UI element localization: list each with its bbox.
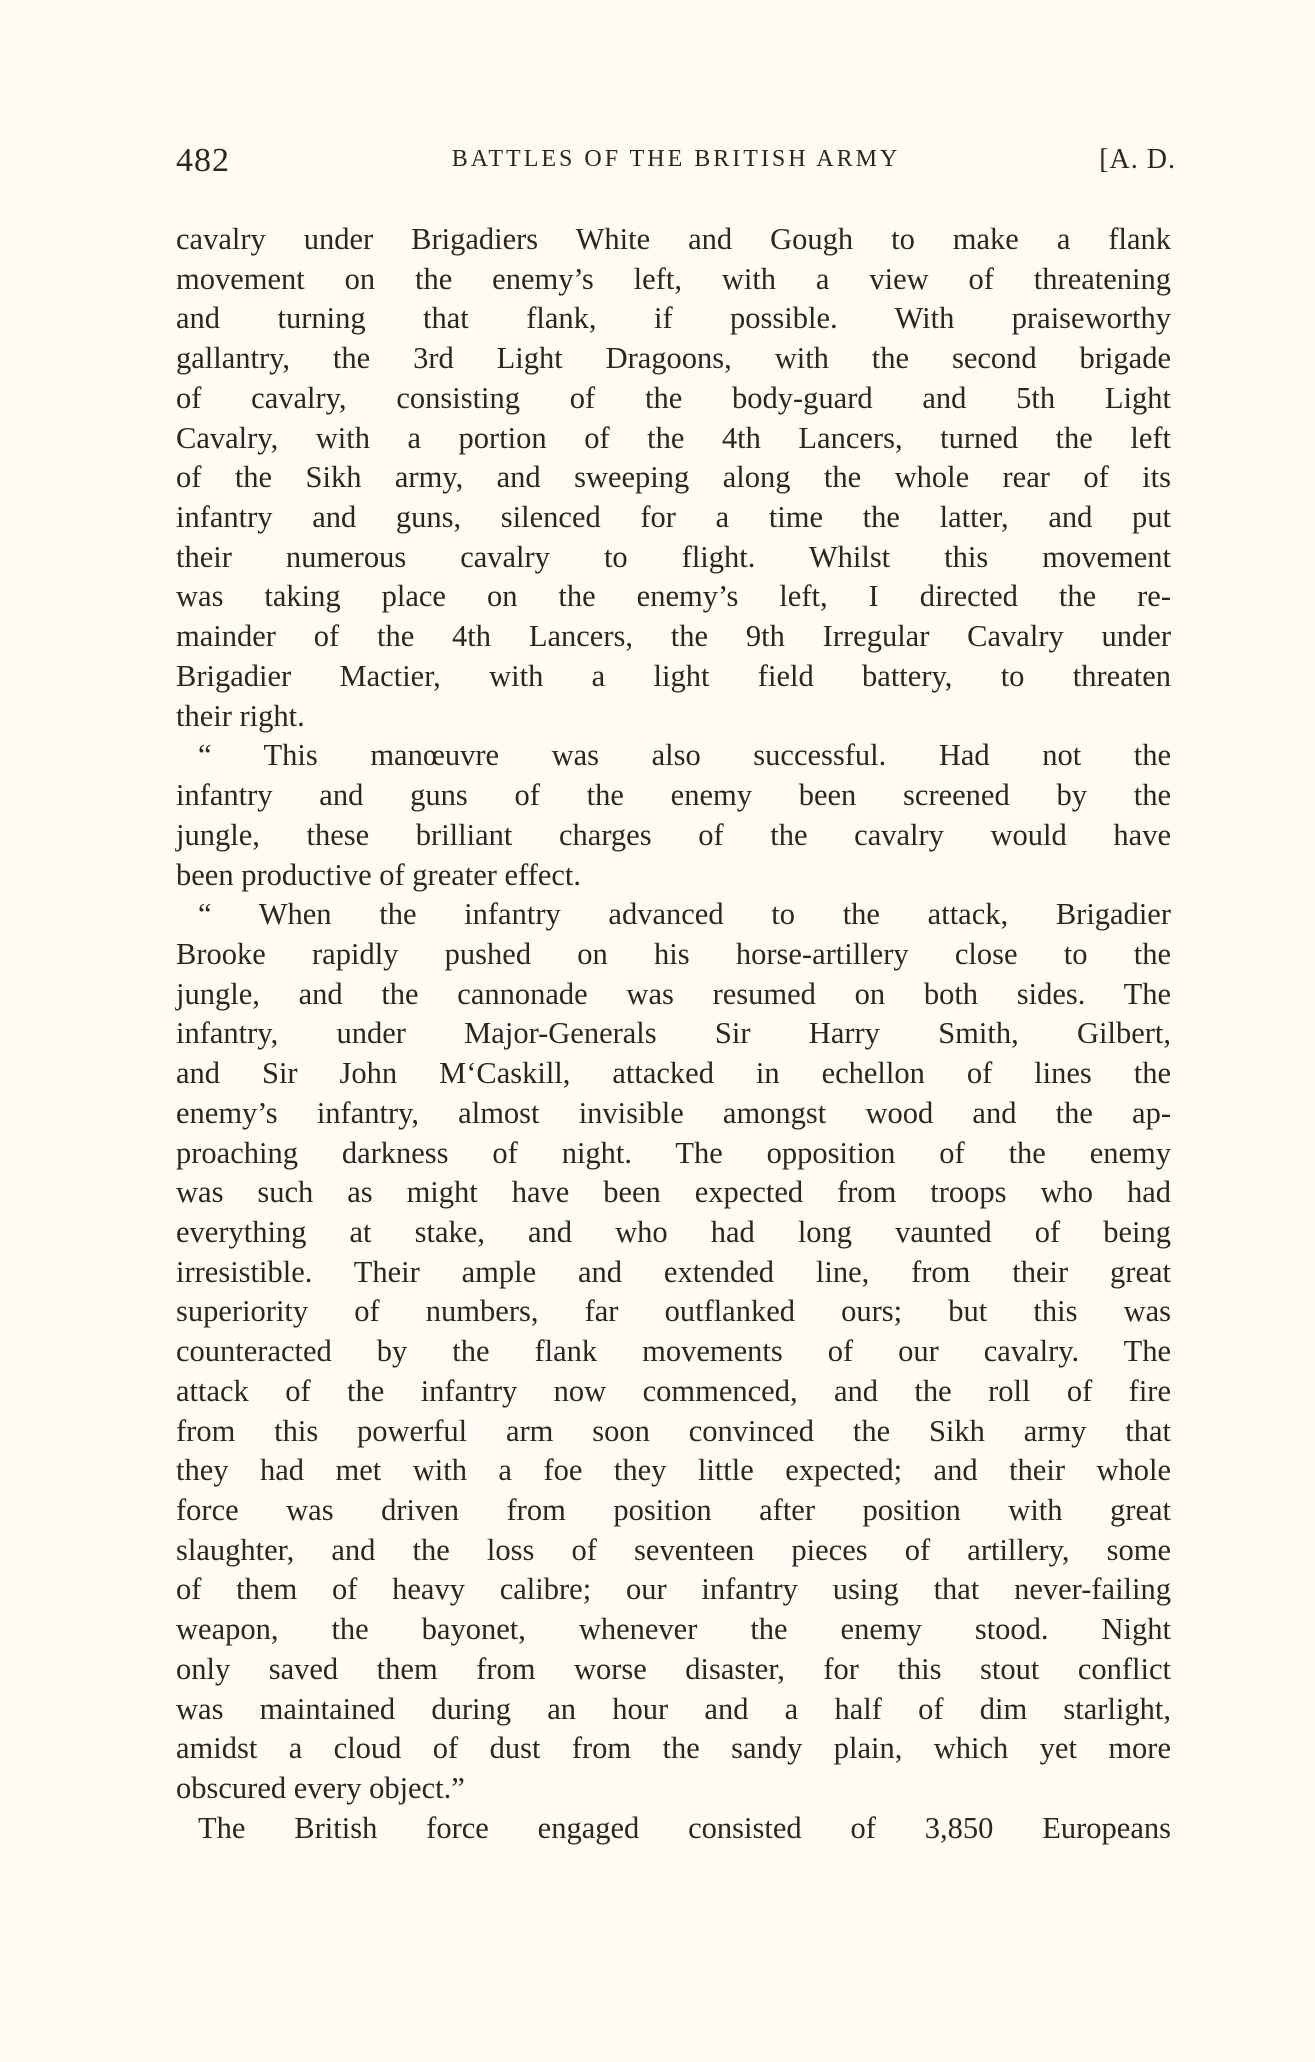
text-line: from this powerful arm soon convinced the Sikh army that xyxy=(176,1413,1171,1448)
text-line: Brooke rapidly pushed on his horse-artillery close to the xyxy=(176,936,1171,971)
text-line: Brigadier Mactier, with a light field battery, to threaten xyxy=(176,658,1171,693)
running-title: BATTLES OF THE BRITISH ARMY xyxy=(451,146,901,172)
text-line: only saved them from worse disaster, for this stout conflict xyxy=(176,1651,1171,1686)
text-line: was maintained during an hour and a half of dim starlight, xyxy=(176,1691,1171,1726)
page-header xyxy=(176,142,1176,186)
text-line: proaching darkness of night. The opposition of the enemy xyxy=(176,1135,1171,1170)
text-line: slaughter, and the loss of seventeen pieces of artillery, some xyxy=(176,1532,1171,1567)
text-line: was such as might have been expected from troops who had xyxy=(176,1175,1171,1210)
text-line: “ This manœuvre was also successful. Had not the xyxy=(198,738,1171,773)
text-line: of cavalry, consisting of the body-guard and 5th Light xyxy=(176,380,1171,415)
body-text xyxy=(176,220,1171,1848)
text-line: infantry, under Major-Generals Sir Harry Smith, Gilbert, xyxy=(176,1016,1171,1051)
text-line: weapon, the bayonet, whenever the enemy stood. Night xyxy=(176,1612,1171,1647)
text-line: force was driven from position after position with great xyxy=(176,1493,1171,1527)
text-line: cavalry under Brigadiers White and Gough to make a flank xyxy=(176,222,1171,256)
text-line: infantry and guns, silenced for a time the latter, and put xyxy=(176,500,1171,535)
text-line: they had met with a foe they little expected; and their whole xyxy=(176,1453,1171,1488)
text-line: counteracted by the flank movements of our cavalry. The xyxy=(176,1334,1171,1369)
text-line: been productive of greater effect. xyxy=(176,857,582,892)
text-line: of them of heavy calibre; our infantry using that never-failing xyxy=(176,1572,1171,1607)
text-line: enemy’s infantry, almost invisible amongst wood and the ap- xyxy=(176,1095,1171,1130)
text-line: attack of the infantry now commenced, and the roll of fire xyxy=(176,1373,1171,1408)
text-line: amidst a cloud of dust from the sandy plain, which yet more xyxy=(176,1731,1171,1766)
text-line: mainder of the 4th Lancers, the 9th Irregular Cavalry under xyxy=(176,619,1171,654)
text-line: jungle, and the cannonade was resumed on both sides. The xyxy=(176,976,1171,1011)
text-line: The British force engaged consisted of 3,850 Europeans xyxy=(198,1810,1171,1845)
text-line: and turning that flank, if possible. With praiseworthy xyxy=(176,301,1171,336)
text-line: gallantry, the 3rd Light Dragoons, with the second brigade xyxy=(176,341,1171,376)
text-line: Cavalry, with a portion of the 4th Lancers, turned the left xyxy=(176,420,1171,455)
page-number: 482 xyxy=(176,142,230,179)
text-line: obscured every object.” xyxy=(176,1771,465,1806)
text-line: infantry and guns of the enemy been screened by the xyxy=(176,778,1171,813)
date-mark: [A. D. xyxy=(1099,144,1176,175)
text-line: jungle, these brilliant charges of the cavalry would have xyxy=(176,817,1171,852)
text-line: “ When the infantry advanced to the attack, Brigadier xyxy=(198,897,1171,932)
text-line: was taking place on the enemy’s left, I directed the re- xyxy=(176,579,1171,614)
text-line: movement on the enemy’s left, with a view of threatening xyxy=(176,261,1171,296)
text-line: of the Sikh army, and sweeping along the whole rear of its xyxy=(176,460,1171,495)
text-line: everything at stake, and who had long vaunted of being xyxy=(176,1214,1171,1249)
text-line: their right. xyxy=(176,698,305,733)
text-line: superiority of numbers, far outflanked ours; but this was xyxy=(176,1294,1171,1329)
text-line: their numerous cavalry to flight. Whilst this movement xyxy=(176,539,1171,574)
text-line: and Sir John M‘Caskill, attacked in echellon of lines the xyxy=(176,1056,1171,1091)
text-line: irresistible. Their ample and extended line, from their great xyxy=(176,1254,1171,1289)
